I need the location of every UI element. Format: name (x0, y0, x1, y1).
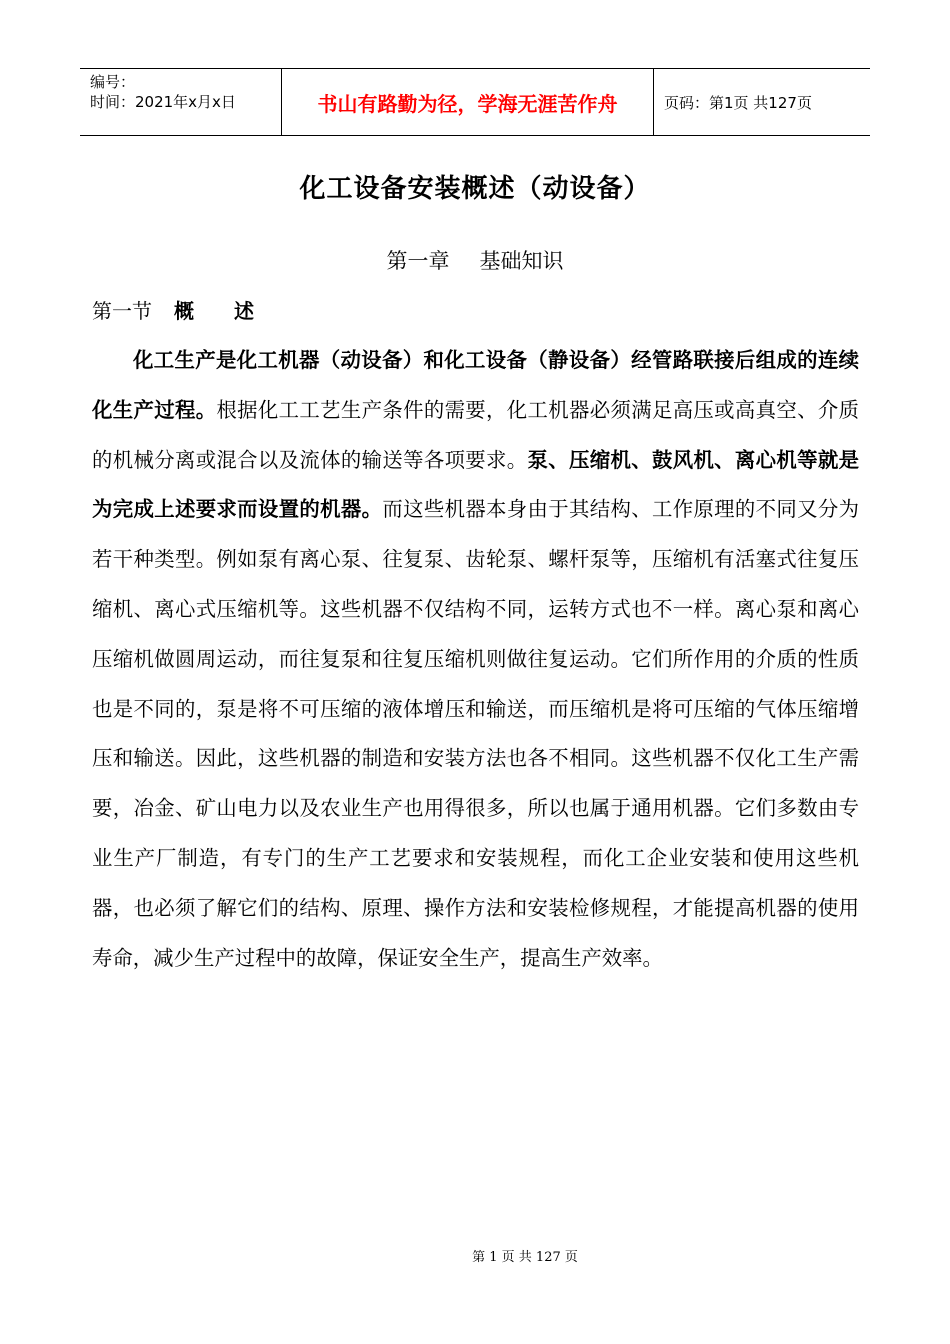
text-segment-2: 而这些机器本身由于其结构、工作原理的不同又分为若干种类型。例如泵有离心泵、往复泵、齿轮泵、螺杆泵等，压缩机有活塞式往复压缩机、离心式压缩机等。这些机器不仅结构不同，运转方式也不一样。离心泵和离心压缩机做圆周运动，而往复泵和往复压缩机则做往复运动。它们所作用的介质的性质也是不同的，泵是将不可压缩的液体增压和输送，而压缩机是将可压缩的气体压缩增压和输送。因此，这些机器的制造和安装方法也各不相同。这些机器不仅化工生产需要，冶金、矿山电力以及农业生产也用得很多，所以也属于通用机器。它们多数由专业生产厂制造，有专门的生产工艺要求和安装规程，而化工企业安装和使用这些机器，也必须了解它们的结构、原理、操作方法和安装检修规程，才能提高机器的使用寿命，减少生产过程中的故障，保证安全生产，提高生产效率。 (92, 497, 860, 970)
header-page-info: 页码：第1页 共127页 (664, 93, 812, 112)
doc-number-label: 编号： (90, 73, 136, 91)
body-paragraph (92, 336, 859, 983)
section-heading (92, 295, 294, 324)
header-motto: 书山有路勤为径，学海无涯苦作舟 (281, 69, 654, 135)
chapter-number: 第一章 (386, 249, 450, 273)
chapter-name: 基础知识 (479, 249, 564, 273)
bold-sentence-1: 化工生产是化工机器（动设备）和化工设备（静设备）经管路联接后组成的连续化生产过程。 (92, 348, 859, 422)
page-header (80, 68, 870, 136)
section-number: 第一节 (92, 299, 152, 323)
page-footer: 第 1 页 共 127 页 (472, 1250, 578, 1265)
doc-date-label: 时间：2021年x月x日 (90, 93, 236, 111)
section-name: 概述 (174, 299, 294, 323)
chapter-heading (0, 245, 950, 275)
text-segment-1: 根据化工工艺生产条件的需要，化工机器必须满足高压或高真空、介质的机械分离或混合以及流体的输送等各项要求。 (92, 397, 859, 472)
document-title: 化工设备安装概述（动设备） (299, 174, 651, 204)
header-meta (80, 69, 281, 135)
bold-sentence-2: 泵、压缩机、鼓风机、离心机等就是为完成上述要求而设置的机器。 (92, 447, 860, 522)
